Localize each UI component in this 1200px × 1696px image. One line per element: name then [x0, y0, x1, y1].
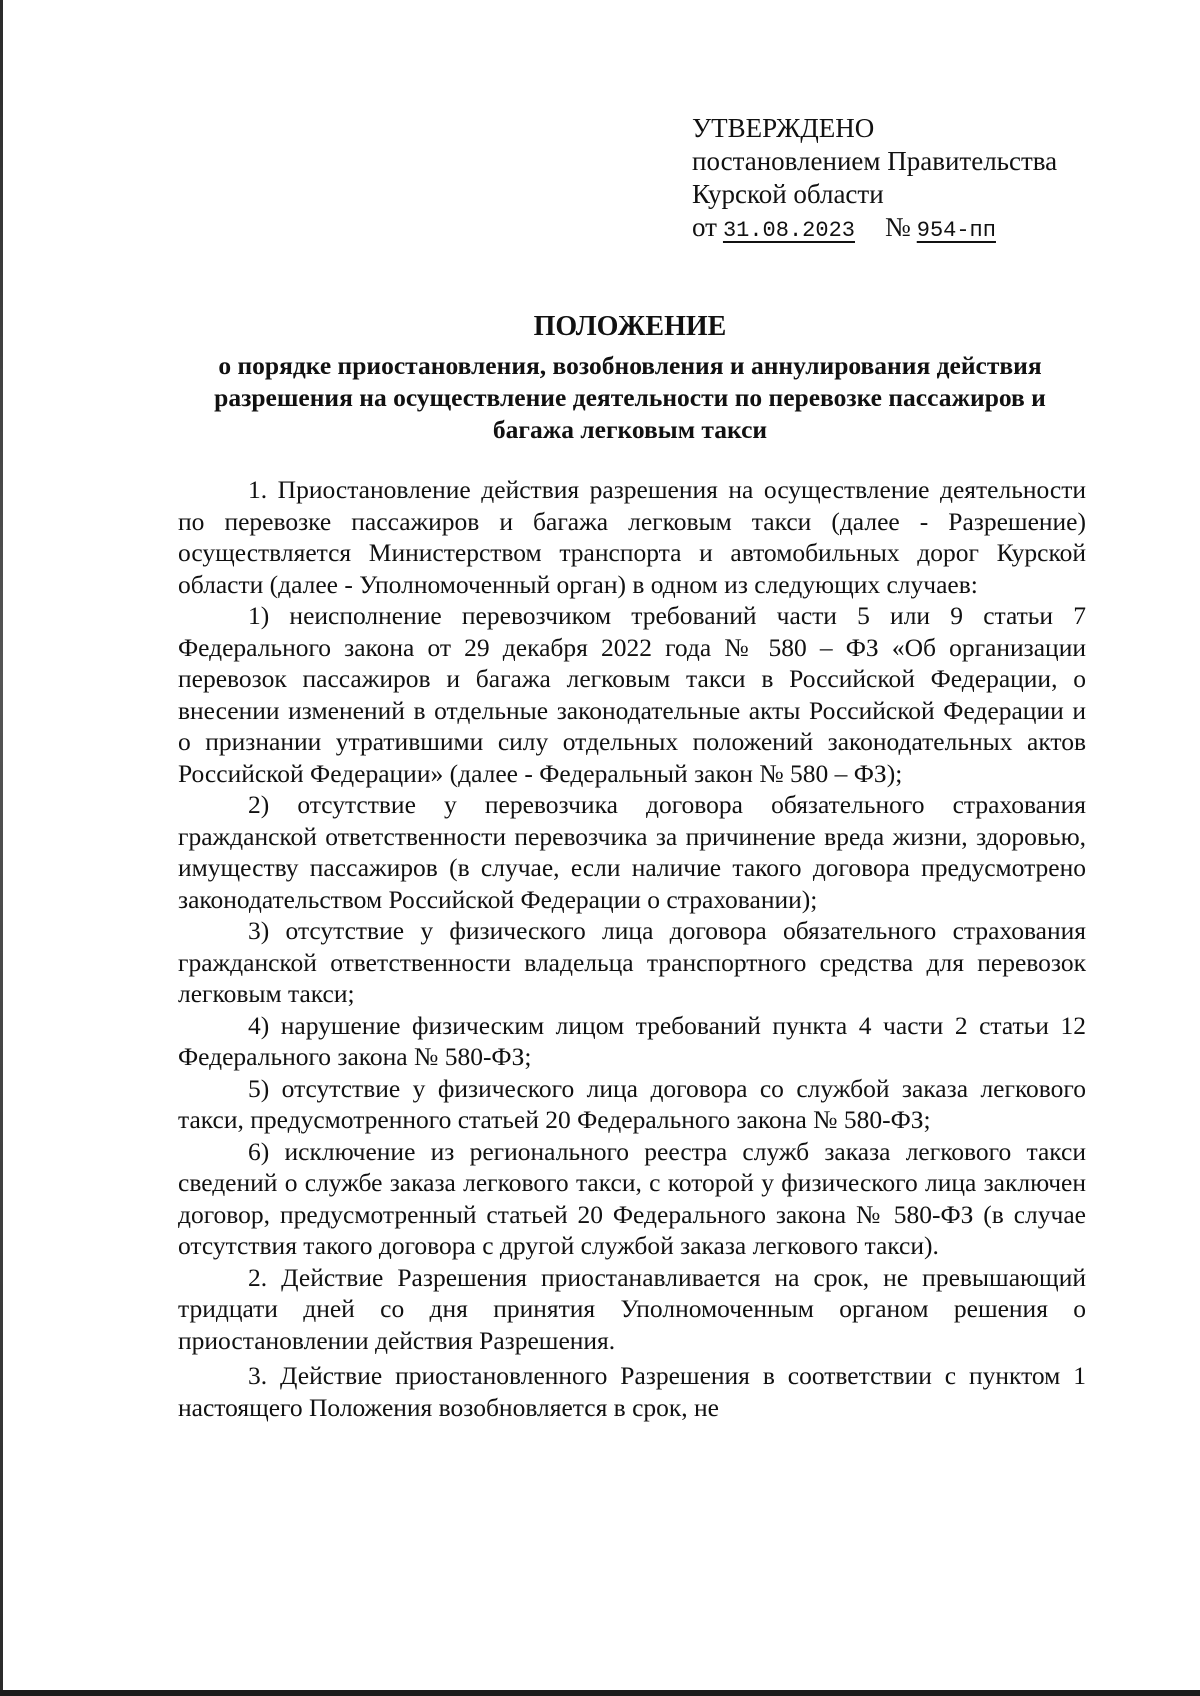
approval-line-1: постановлением Правительства — [692, 146, 1058, 176]
title-block — [180, 310, 1080, 446]
document-title: ПОЛОЖЕНИЕ — [533, 311, 727, 342]
paragraph-1-item-6: 6) исключение из регионального реестра служб заказа легкового такси сведений о службе заказа легкового такси, с которой у физического лица заключен договор, предусмотренный статьей 20 Федерального закона № 580-ФЗ (в случае отсутствия такого договора с другой службой заказа легкового такси). — [178, 1136, 1086, 1260]
paragraph-1-item-2: 2) отсутствие у перевозчика договора обязательного страхования гражданской ответственности перевозчика за причинение вреда жизни, здоровью, имуществу пассажиров (в случае, если наличие такого договора предусмотрено законодательством Российской Федерации о страховании); — [178, 790, 1086, 914]
approval-stamp-block — [692, 112, 1112, 247]
paragraph-1-item-4: 4) нарушение физическим лицом требований пункта 4 части 2 статьи 12 Федерального закона № 580-ФЗ; — [178, 1010, 1086, 1071]
document-subtitle: о порядке приостановления, возобновления и аннулирования действия разрешения на осуществление деятельности по перевозке пассажиров и багажа легковым такси — [214, 351, 1046, 444]
paragraph-1-item-5: 5) отсутствие у физического лица договора со службой заказа легкового такси, предусмотренного статьей 20 Федерального закона № 580-ФЗ; — [178, 1073, 1086, 1134]
paragraph-1: 1. Приостановление действия разрешения на осуществление деятельности по перевозке пассажиров и багажа легковым такси (далее - Разрешение) осуществляется Министерством транспорта и автомобильных дорог Курской области (далее - Уполномоченный орган) в одном из следующих случаев: — [178, 475, 1086, 599]
paragraph-1-item-3: 3) отсутствие у физического лица договора обязательного страхования гражданской ответственности владельца транспортного средства для перевозок легковым такси; — [178, 916, 1086, 1008]
paragraph-3: 3. Действие приостановленного Разрешения в соответствии с пунктом 1 настоящего Положения возобновляется в срок, не — [178, 1361, 1086, 1422]
approval-from-prefix: от — [692, 212, 717, 242]
scan-edge-left — [0, 0, 3, 1696]
approval-number-prefix: № — [884, 212, 911, 242]
scan-edge-bottom — [0, 1690, 1200, 1696]
paragraph-2: 2. Действие Разрешения приостанавливается на срок, не превышающий тридцати дней со дня принятия Уполномоченным органом решения о приостановлении действия Разрешения. — [178, 1262, 1086, 1355]
approval-line-2: Курской области — [692, 179, 884, 209]
approval-number: 954-пп — [916, 218, 996, 243]
paragraph-1-item-1: 1) неисполнение перевозчиком требований части 5 или 9 статьи 7 Федерального закона от 29 декабря 2022 года № 580 – ФЗ «Об организации перевозок пассажиров и багажа легковым такси в Российской Федерации, о внесении изменений в отдельные законодательные акты Российской Федерации и о признании утратившими силу отдельных положений законодательных актов Российской Федерации» (далее - Федеральный закон № 580 – ФЗ); — [178, 601, 1086, 788]
approval-date-number-line — [692, 211, 1112, 247]
approval-date: 31.08.2023 — [722, 218, 855, 243]
document-body — [178, 474, 1086, 1423]
approval-heading: УТВЕРЖДЕНО — [692, 113, 875, 143]
